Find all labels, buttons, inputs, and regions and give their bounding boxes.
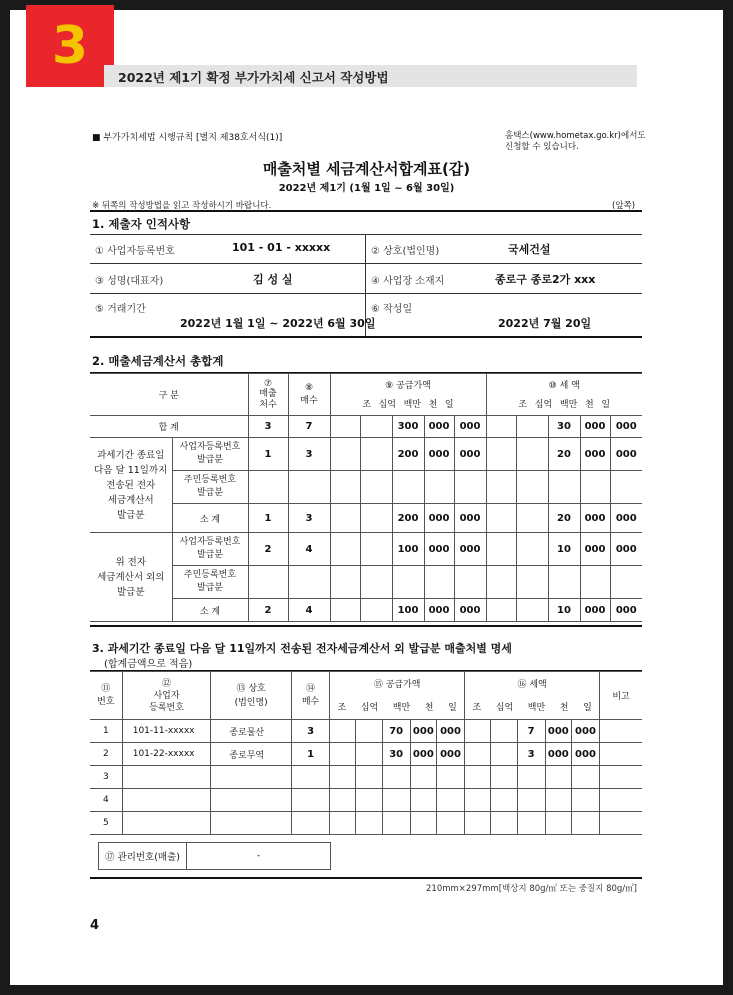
detail-header-row <box>90 672 642 720</box>
count-header-no: ⑧ <box>304 383 314 393</box>
cell <box>486 566 516 599</box>
count-header <box>288 374 330 416</box>
cell <box>360 504 392 533</box>
detail-row <box>90 720 642 743</box>
cell: 000 <box>424 504 454 533</box>
cell <box>486 471 516 504</box>
rule <box>90 293 642 294</box>
rule <box>90 234 642 235</box>
cell: 000 <box>610 416 642 438</box>
cell: 101-11-xxxxx <box>122 720 211 743</box>
cell <box>580 471 610 504</box>
cell <box>516 504 548 533</box>
cell: 000 <box>545 720 571 743</box>
cell: 30 <box>382 743 410 766</box>
paper-size-note: 210mm×297mm[백상지 80g/㎡ 또는 중질지 80g/㎡] <box>426 884 637 894</box>
cell <box>330 438 360 471</box>
cell <box>330 533 360 566</box>
cell <box>491 812 517 835</box>
row-biz-label: 사업자등록번호 발급분 <box>172 533 248 566</box>
cell <box>517 766 545 789</box>
cell <box>122 789 211 812</box>
unit-label: 일 <box>583 703 592 713</box>
cell <box>211 789 292 812</box>
cell: 000 <box>410 720 436 743</box>
cell <box>486 504 516 533</box>
cell: 7 <box>517 720 545 743</box>
unit-label: 천 <box>559 703 569 713</box>
cell: 30 <box>548 416 580 438</box>
cell <box>410 789 436 812</box>
name-value: 김 성 실 <box>253 273 293 286</box>
section3-title: 3. 과세기간 종료일 다음 달 11일까지 전송된 전자세금계산서 외 발급분 매출처별 명세 <box>92 642 512 655</box>
cell <box>330 471 360 504</box>
cell <box>465 743 491 766</box>
cell <box>465 789 491 812</box>
supply-header <box>330 374 486 416</box>
tax-units <box>465 700 599 713</box>
rule <box>90 625 642 627</box>
cell <box>330 504 360 533</box>
cell <box>571 812 599 835</box>
cell <box>382 789 410 812</box>
cell <box>436 812 464 835</box>
date-value: 2022년 7월 20일 <box>498 317 592 330</box>
cell: 000 <box>454 504 486 533</box>
cell: 000 <box>410 743 436 766</box>
cell <box>516 438 548 471</box>
note-header: 비고 <box>600 672 642 720</box>
cell: 5 <box>90 812 122 835</box>
cell <box>491 743 517 766</box>
cell <box>356 766 382 789</box>
cell <box>424 471 454 504</box>
cell <box>291 812 329 835</box>
supply-header-label: ⑨ 공급가액 <box>385 381 431 391</box>
cell <box>410 766 436 789</box>
cell <box>436 766 464 789</box>
cell <box>248 566 288 599</box>
tax-header <box>486 374 642 416</box>
cell <box>571 766 599 789</box>
detail-table <box>90 671 642 835</box>
page-side: (앞쪽) <box>612 201 636 211</box>
unit-label: 천 <box>424 703 434 713</box>
cell: 200 <box>392 438 424 471</box>
unit-label: 조 <box>362 400 371 410</box>
cell: 000 <box>454 438 486 471</box>
section3-subtitle: (합계금액으로 적음) <box>104 659 193 670</box>
bizno-header: ⑫ 사업자 등록번호 <box>122 672 211 720</box>
rule <box>90 336 642 338</box>
cell: 3 <box>517 743 545 766</box>
cell: 000 <box>454 416 486 438</box>
name-label: ③ 성명(대표자) <box>95 276 164 287</box>
cell <box>486 416 516 438</box>
cell <box>491 720 517 743</box>
cell: 000 <box>571 743 599 766</box>
cell <box>548 566 580 599</box>
form-period: 2022년 제1기 (1월 1일 ~ 6월 30일) <box>278 183 455 194</box>
unit-label: 천 <box>585 400 594 410</box>
cell <box>291 789 329 812</box>
cell <box>486 599 516 622</box>
cell: 70 <box>382 720 410 743</box>
cell <box>436 789 464 812</box>
unit-label: 백만 <box>559 400 578 410</box>
cell <box>491 789 517 812</box>
cell: 100 <box>392 599 424 622</box>
count-header: ⑭ 매수 <box>291 672 329 720</box>
cell <box>356 812 382 835</box>
row-resident-label: 주민등록번호 발급분 <box>172 471 248 504</box>
cell <box>571 789 599 812</box>
page-number: 4 <box>90 918 100 933</box>
cell: 종로무역 <box>211 743 292 766</box>
cell <box>122 812 211 835</box>
cell: 000 <box>580 438 610 471</box>
section1-title: 1. 제출자 인적사항 <box>92 217 191 231</box>
cell <box>356 789 382 812</box>
cell: 100 <box>392 533 424 566</box>
cell: 4 <box>288 599 330 622</box>
unit-label: 십억 <box>495 703 514 713</box>
buyers-header <box>248 374 288 416</box>
cell: 000 <box>436 720 464 743</box>
cell <box>491 766 517 789</box>
total-label: 합 계 <box>90 416 248 438</box>
detail-row <box>90 789 642 812</box>
cell <box>211 812 292 835</box>
cell: 1 <box>248 504 288 533</box>
cell <box>382 812 410 835</box>
cell: 000 <box>436 743 464 766</box>
cell <box>516 599 548 622</box>
cell <box>356 743 382 766</box>
cell: 3 <box>288 438 330 471</box>
cell <box>465 766 491 789</box>
cell <box>382 766 410 789</box>
cell <box>360 599 392 622</box>
cell <box>486 438 516 471</box>
cell <box>600 789 642 812</box>
cell <box>465 812 491 835</box>
g1-biz-row <box>90 438 642 471</box>
cell <box>330 766 356 789</box>
cell: 3 <box>291 720 329 743</box>
cell <box>360 471 392 504</box>
cell: 3 <box>90 766 122 789</box>
unit-label: 십억 <box>534 400 553 410</box>
management-number-value: - <box>187 843 331 870</box>
tax-units <box>487 397 643 410</box>
cell: 1 <box>248 438 288 471</box>
cell <box>517 812 545 835</box>
cell <box>517 789 545 812</box>
cell <box>211 766 292 789</box>
cell: 101-22-xxxxx <box>122 743 211 766</box>
cell <box>410 812 436 835</box>
cell <box>330 566 360 599</box>
cell <box>291 766 329 789</box>
detail-row <box>90 743 642 766</box>
unit-label: 십억 <box>360 703 379 713</box>
no-header: ⑪ 번호 <box>90 672 122 720</box>
section2-title: 2. 매출세금계산서 총합계 <box>92 354 224 368</box>
cell <box>600 743 642 766</box>
g2-resident-row <box>90 566 642 599</box>
rule <box>90 210 642 212</box>
unit-label: 조 <box>518 400 528 410</box>
cell <box>545 812 571 835</box>
cell <box>486 533 516 566</box>
cell: 4 <box>288 533 330 566</box>
supply-header-label: ⑮ 공급가액 <box>373 680 421 690</box>
cell: 000 <box>454 599 486 622</box>
count-header-label: 매수 <box>300 396 318 406</box>
hometax-note-2: 신청할 수 있습니다. <box>505 142 579 152</box>
address-value: 종로구 종로2가 xxx <box>495 273 596 286</box>
tax-header-label: ⑩ 세 액 <box>548 381 580 391</box>
management-number-label: ⑰ 관리번호(매출) <box>99 843 187 870</box>
cell: 3 <box>248 416 288 438</box>
cell <box>330 789 356 812</box>
cell: 000 <box>610 599 642 622</box>
row-biz-label: 사업자등록번호 발급분 <box>172 438 248 471</box>
cell <box>360 438 392 471</box>
group2-label: 위 전자 세금계산서 외의 발급분 <box>90 533 172 622</box>
cell: 000 <box>580 504 610 533</box>
cell: 1 <box>90 720 122 743</box>
cell <box>548 471 580 504</box>
buyers-header-label: 매출 처수 <box>259 388 277 410</box>
cell: 000 <box>580 533 610 566</box>
cell <box>424 566 454 599</box>
supply-header <box>330 672 465 720</box>
unit-label: 일 <box>601 400 611 410</box>
rule <box>90 877 642 879</box>
cell <box>600 720 642 743</box>
cell: 200 <box>392 504 424 533</box>
legal-basis: ■ 부가가치세법 시행규칙 [별지 제38호서식(1)] <box>92 133 283 143</box>
cell: 1 <box>291 743 329 766</box>
cell <box>454 471 486 504</box>
cell: 20 <box>548 504 580 533</box>
g2-biz-row <box>90 533 642 566</box>
unit-label: 백만 <box>527 703 546 713</box>
cell <box>516 566 548 599</box>
cell <box>610 471 642 504</box>
cell: 000 <box>545 743 571 766</box>
cell <box>580 566 610 599</box>
cell: 300 <box>392 416 424 438</box>
cell <box>516 533 548 566</box>
company-header: ⑬ 상호 (법인명) <box>211 672 292 720</box>
cell <box>392 566 424 599</box>
unit-label: 백만 <box>392 703 411 713</box>
cell: 000 <box>454 533 486 566</box>
cell <box>248 471 288 504</box>
cell <box>600 812 642 835</box>
cell: 2 <box>90 743 122 766</box>
unit-label: 조 <box>472 703 482 713</box>
cell <box>454 566 486 599</box>
cell <box>330 743 356 766</box>
cell <box>330 599 360 622</box>
cell: 000 <box>580 599 610 622</box>
cell: 000 <box>424 533 454 566</box>
row-resident-label: 주민등록번호 발급분 <box>172 566 248 599</box>
cell: 000 <box>424 416 454 438</box>
unit-label: 십억 <box>378 400 396 410</box>
chapter-badge: 3 <box>26 5 114 87</box>
form-title: 매출처별 세금계산서합계표(갑) <box>262 160 471 178</box>
supply-units <box>331 397 486 410</box>
cell <box>330 416 360 438</box>
cell <box>392 471 424 504</box>
cell <box>360 416 392 438</box>
cell <box>288 471 330 504</box>
period-label: ⑤ 거래기간 <box>95 304 146 315</box>
cell <box>545 766 571 789</box>
unit-label: 조 <box>337 703 347 713</box>
cell <box>545 789 571 812</box>
unit-label: 백만 <box>403 400 421 410</box>
cell: 20 <box>548 438 580 471</box>
row-subtotal-label: 소 계 <box>172 504 248 533</box>
date-label: ⑥ 작성일 <box>371 304 413 315</box>
unit-label: 천 <box>428 400 438 410</box>
cell: 3 <box>288 504 330 533</box>
unit-label: 일 <box>448 703 457 713</box>
cell <box>360 533 392 566</box>
cell: 2 <box>248 599 288 622</box>
cell: 7 <box>288 416 330 438</box>
banner <box>104 65 637 87</box>
detail-row <box>90 766 642 789</box>
cell <box>610 566 642 599</box>
cell <box>465 720 491 743</box>
address-label: ④ 사업장 소재지 <box>371 276 445 287</box>
banner-title: 2022년 제1기 확정 부가가치세 신고서 작성방법 <box>118 70 389 85</box>
cell: 000 <box>571 720 599 743</box>
cell: 000 <box>610 533 642 566</box>
instruction-note: ※ 뒤쪽의 작성방법을 읽고 작성하시기 바랍니다. <box>92 201 272 211</box>
row-subtotal-label: 소 계 <box>172 599 248 622</box>
supply-units <box>330 700 464 713</box>
tax-header-label: ⑯ 세액 <box>517 680 547 690</box>
rule <box>90 263 642 264</box>
cell: 종로물산 <box>211 720 292 743</box>
company-label: ② 상호(법인명) <box>371 246 440 257</box>
tax-header <box>465 672 600 720</box>
cell: 10 <box>548 599 580 622</box>
cell: 000 <box>424 438 454 471</box>
g2-subtotal-row <box>90 599 642 622</box>
cell <box>516 416 548 438</box>
category-header: 구 분 <box>90 374 248 416</box>
cell <box>288 566 330 599</box>
cell: 10 <box>548 533 580 566</box>
cell <box>600 766 642 789</box>
cell <box>516 471 548 504</box>
hometax-note-1: 홈택스(www.hometax.go.kr)에서도 <box>505 131 646 141</box>
biz-no-value: 101 - 01 - xxxxx <box>232 241 331 254</box>
detail-row <box>90 812 642 835</box>
cell: 000 <box>610 504 642 533</box>
cell <box>360 566 392 599</box>
buyers-header-no: ⑦ <box>263 378 273 389</box>
g1-resident-row <box>90 471 642 504</box>
cell: 000 <box>580 416 610 438</box>
cell <box>356 720 382 743</box>
management-number-box <box>98 842 331 870</box>
cell: 000 <box>424 599 454 622</box>
biz-no-label: ① 사업자등록번호 <box>95 246 175 257</box>
period-value: 2022년 1월 1일 ~ 2022년 6월 30일 <box>180 317 376 330</box>
group1-label: 과세기간 종료일 다음 달 11일까지 전송된 전자 세금계산서 발급분 <box>90 438 172 533</box>
summary-table <box>90 373 642 622</box>
cell <box>122 766 211 789</box>
unit-label: 일 <box>444 400 454 410</box>
g1-subtotal-row <box>90 504 642 533</box>
cell <box>330 812 356 835</box>
cell <box>330 720 356 743</box>
total-row <box>90 416 642 438</box>
cell: 2 <box>248 533 288 566</box>
company-value: 국세건설 <box>508 243 551 256</box>
cell: 4 <box>90 789 122 812</box>
cell: 000 <box>610 438 642 471</box>
